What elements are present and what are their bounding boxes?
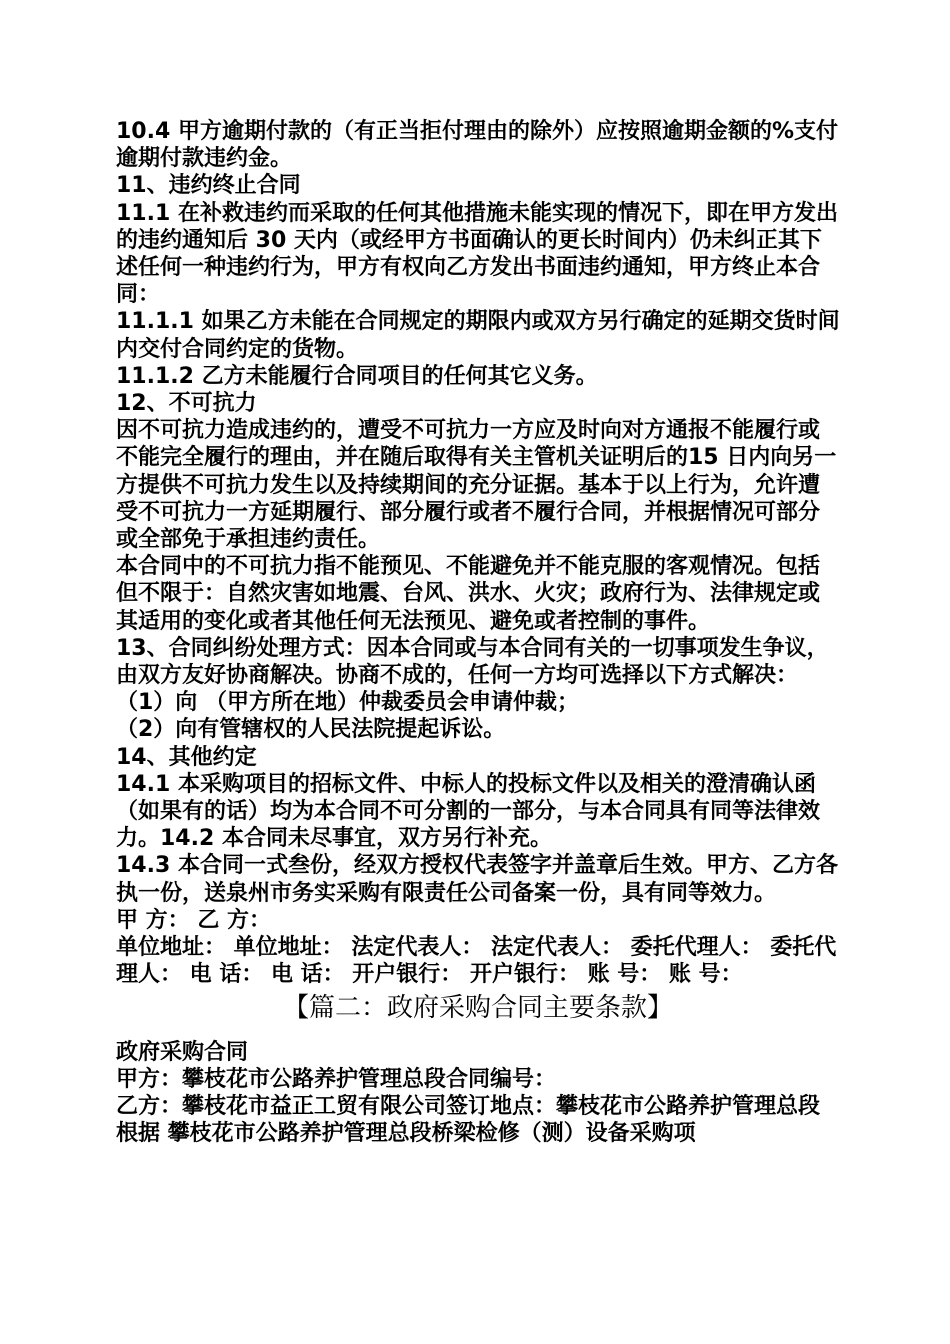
signature-fields: 单位地址： 单位地址： 法定代表人： 法定代表人： 委托代理人： 委托代理人： 电 话： 电 话： 开户银行： 开户银行： 账 号： 账 号： bbox=[116, 935, 837, 988]
party-a-line: 甲方：攀枝花市公路养护管理总段合同编号： bbox=[116, 1066, 557, 1092]
section-13-dispute: 13、合同纠纷处理方式：因本合同或与本合同有关的一切事项发生争议，由双方友好协商解决。协商不成的，任何一方均可选择以下方式解决： bbox=[116, 635, 829, 689]
section-11-title: 11、违约终止合同 bbox=[116, 173, 301, 199]
section-12-title: 12、不可抗力 bbox=[116, 391, 257, 417]
paragraph-11-1-1: 11.1.1 如果乙方未能在合同规定的期限内或双方另行确定的延期交货时间内交付合同约定的货物。 bbox=[116, 309, 840, 362]
dispute-option-1: （1）向 （甲方所在地）仲裁委员会申请仲裁； bbox=[116, 690, 579, 716]
contract-title: 政府采购合同 bbox=[116, 1039, 249, 1065]
party-b-line: 乙方：攀枝花市益正工贸有限公司签订地点：攀枝花市公路养护管理总段 根据 攀枝花市公路养护管理总段桥梁检修（测）设备采购项 bbox=[116, 1093, 821, 1147]
paragraph-11-1-2: 11.1.2 乙方未能履行合同项目的任何其它义务。 bbox=[116, 363, 598, 389]
paragraph-force-majeure-1: 因不可抗力造成违约的，遭受不可抗力一方应及时向对方通报不能履行或不能完全履行的理由，并在随后取得有关主管机关证明后的15 日内向另一方提供不可抗力发生以及持续期间的充分证据。基本于以上行为，允许遭受不可抗力一方延期履行、部分履行或者不履行合同，并根据情况可部分或全部免于承担违约责任。 bbox=[116, 418, 837, 553]
section-heading: 【篇二：政府采购合同主要条款】 bbox=[282, 992, 673, 1023]
dispute-option-2: （2）向有管辖权的人民法院提起诉讼。 bbox=[116, 717, 506, 743]
paragraph-14-3: 14.3 本合同一式叁份，经双方授权代表签字并盖章后生效。甲方、乙方各执一份，送泉州市务实采购有限责任公司备案一份，具有同等效力。 bbox=[116, 853, 838, 906]
signature-parties: 甲 方： 乙 方： bbox=[116, 907, 271, 933]
document-body bbox=[116, 118, 840, 1147]
paragraph-force-majeure-2: 本合同中的不可抗力指不能预见、不能避免并不能克服的客观情况。包括但不限于：自然灾害如地震、台风、洪水、火灾；政府行为、法律规定或其适用的变化或者其他任何无法预见、避免或者控制的事件。 bbox=[116, 554, 821, 634]
paragraph-11-1: 11.1 在补救违约而采取的任何其他措施未能实现的情况下，即在甲方发出的违约通知后 30 天内（或经甲方书面确认的更长时间内）仍未纠正其下述任何一种违约行为，甲方有权向乙方发出书面违约通知，甲方终止本合同： bbox=[116, 200, 838, 308]
paragraph-14-1: 14.1 本采购项目的招标文件、中标人的投标文件以及相关的澄清确认函（如果有的话）均为本合同不可分割的一部分，与本合同具有同等法律效力。14.2 本合同未尽事宜，双方另行补充。 bbox=[116, 771, 821, 852]
paragraph-10-4: 10.4 甲方逾期付款的（有正当拒付理由的除外）应按照逾期金额的%支付逾期付款违约金。 bbox=[116, 119, 838, 172]
section-14-title: 14、其他约定 bbox=[116, 744, 257, 770]
